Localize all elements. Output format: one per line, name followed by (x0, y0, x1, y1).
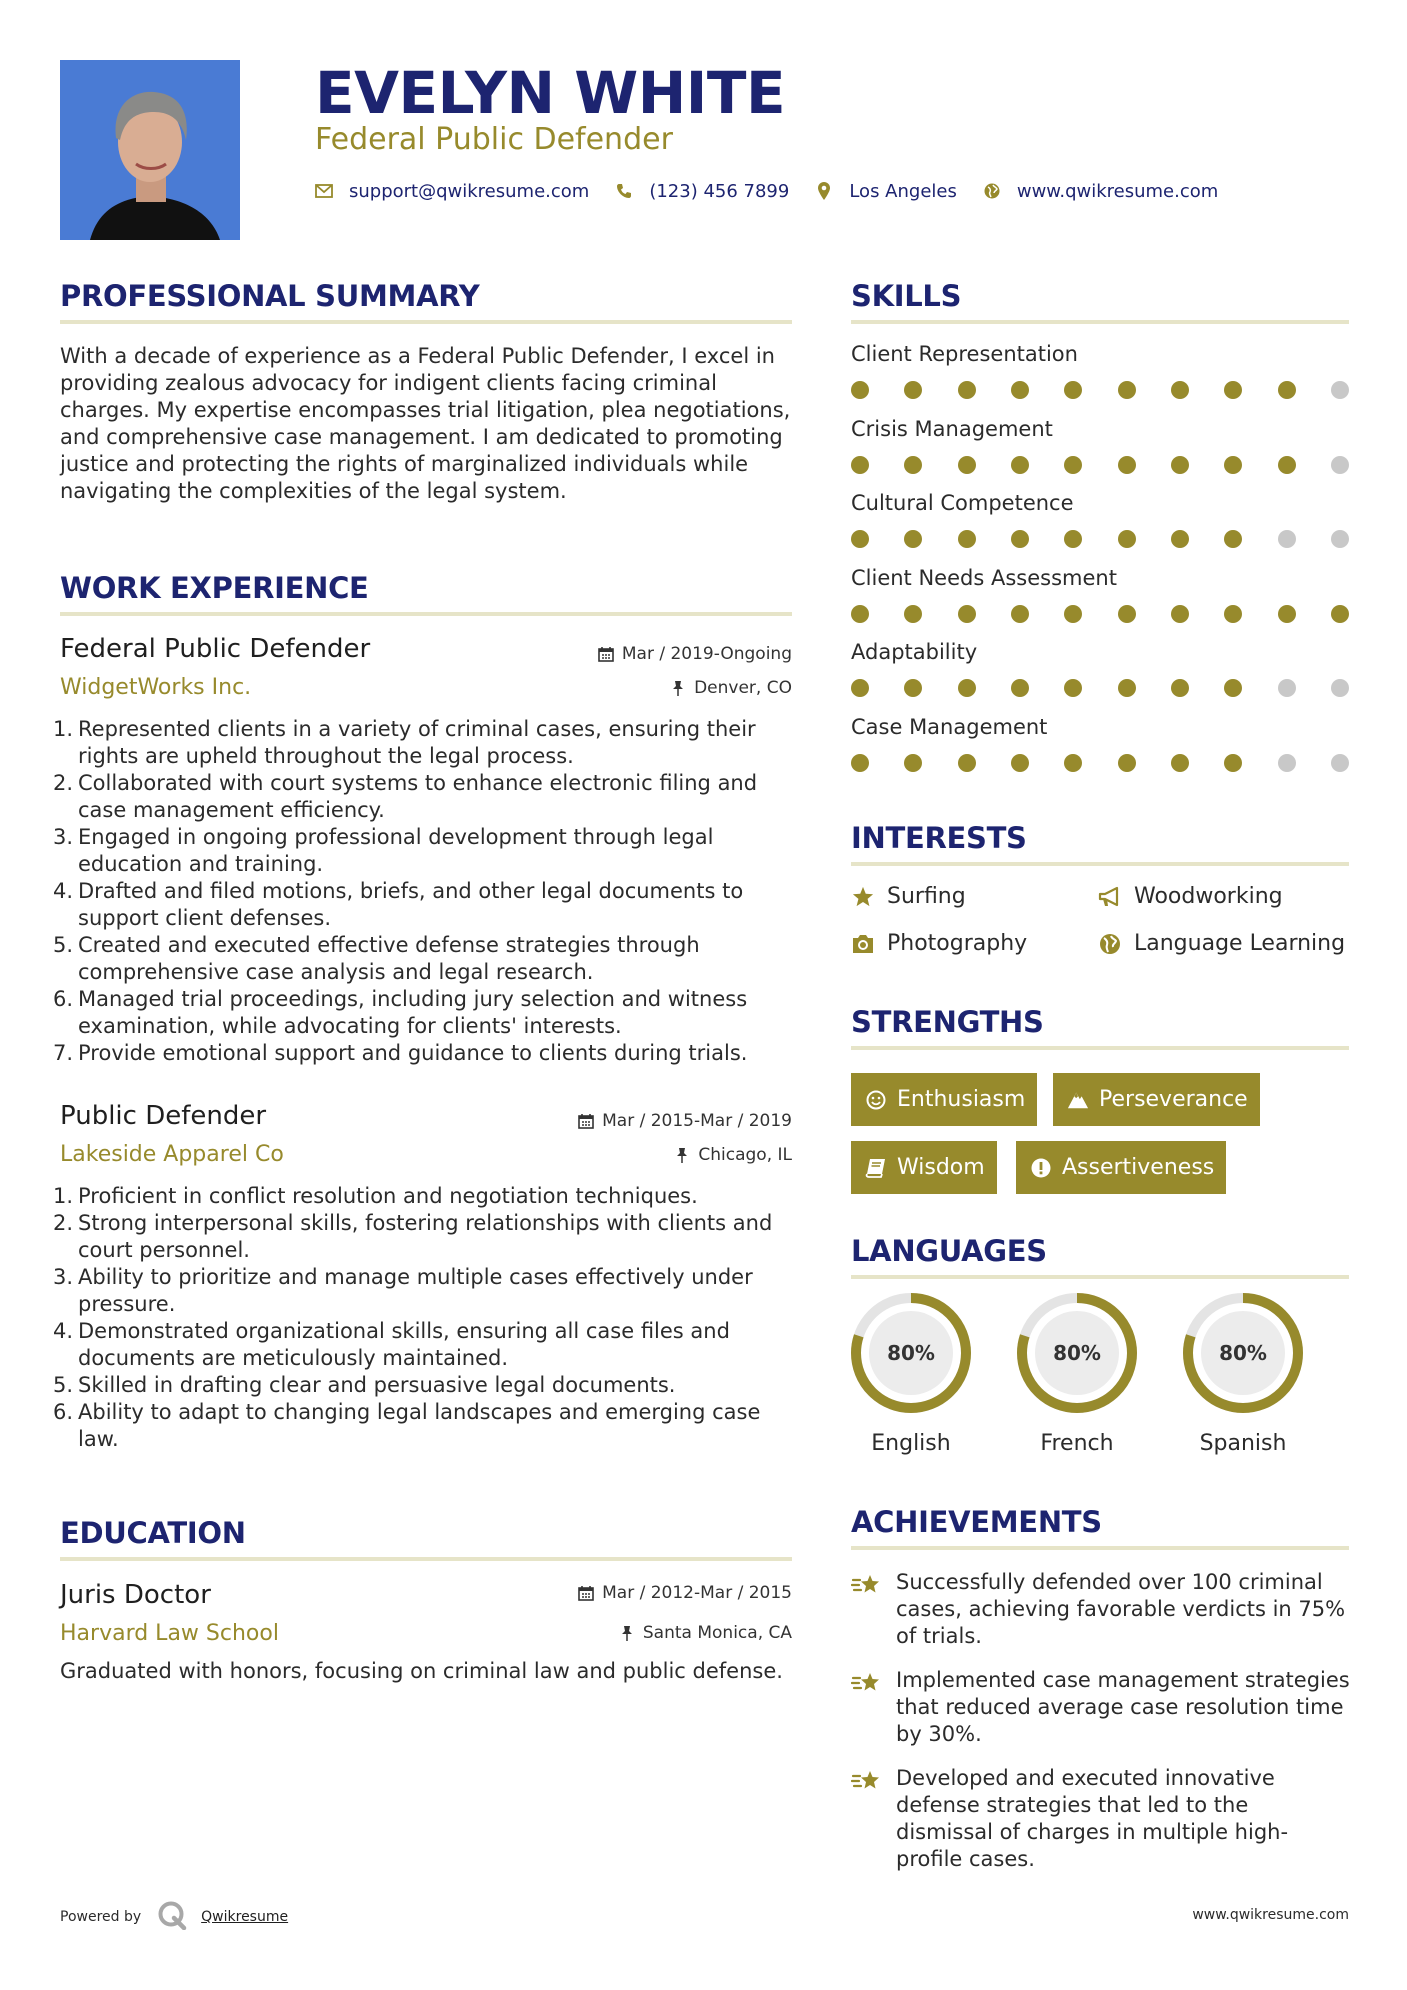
interest-surfing: Surfing (851, 883, 966, 911)
contact-bar (315, 176, 1244, 206)
skill-label: Crisis Management (851, 416, 1053, 441)
rating-dot-filled (958, 754, 976, 772)
contact-website[interactable]: www.qwikresume.com (983, 181, 1218, 202)
rating-dot-filled (851, 456, 869, 474)
rating-dot-filled (904, 456, 922, 474)
rating-dot-filled (851, 754, 869, 772)
rating-dot-filled (904, 679, 922, 697)
list-item: 5. Skilled in drafting clear and persuasive legal documents. (53, 1373, 676, 1397)
language-ring (848, 1290, 974, 1416)
language-label: English (871, 1431, 951, 1456)
experience-heading: WORK EXPERIENCE (60, 571, 369, 605)
shooting-star-icon (851, 1571, 883, 1599)
language-ring (1014, 1290, 1140, 1416)
rating-dot-filled (851, 381, 869, 399)
rating-dot-filled (1278, 381, 1296, 399)
achievement-text: Successfully defended over 100 criminal cases, achieving favorable verdicts in 75% of trials. (896, 1570, 1346, 1648)
skill-rating (851, 754, 1349, 772)
rating-dot-filled (1278, 605, 1296, 623)
job-dates: Mar / 2019-Ongoing (598, 643, 792, 665)
rating-dot-filled (1171, 679, 1189, 697)
rating-dot-filled (1064, 456, 1082, 474)
rating-dot-filled (1118, 754, 1136, 772)
language-label: Spanish (1199, 1431, 1287, 1456)
strengths-heading: STRENGTHS (851, 1005, 1044, 1039)
rating-dot-filled (1011, 754, 1029, 772)
skill-rating (851, 530, 1349, 548)
phone-icon (615, 182, 633, 200)
languages-heading: LANGUAGES (851, 1234, 1047, 1268)
job-duties-list (53, 1183, 800, 1453)
rating-dot-filled (1278, 456, 1296, 474)
candidate-title: Federal Public Defender (315, 122, 673, 157)
contact-location: Los Angeles (815, 181, 957, 202)
skill-label: Case Management (851, 714, 1048, 739)
rating-dot-filled (1171, 530, 1189, 548)
list-item: 6. Managed trial proceedings, including jury selection and witness examination, while advocating for clients' interests. (53, 987, 748, 1038)
rating-dot-filled (1171, 381, 1189, 399)
qwikresume-logo-icon (157, 1900, 187, 1934)
skill-rating (851, 605, 1349, 623)
rating-dot-filled (1011, 679, 1029, 697)
exclamation-circle-icon (1030, 1157, 1052, 1179)
job-location: Chicago, IL (674, 1144, 792, 1166)
envelope-icon (315, 182, 333, 200)
job-company: WidgetWorks Inc. (60, 675, 252, 700)
list-item: 5. Created and executed effective defense strategies through comprehensive case analysis and legal research. (53, 933, 700, 984)
achievements-heading: ACHIEVEMENTS (851, 1505, 1102, 1539)
calendar-icon (578, 1113, 594, 1129)
list-item: 3. Engaged in ongoing professional development through legal education and training. (53, 825, 714, 876)
degree-title: Juris Doctor (60, 1580, 211, 1610)
rating-dot-filled (958, 605, 976, 623)
camera-icon (851, 932, 875, 956)
pushpin-icon (670, 680, 686, 696)
education-location: Santa Monica, CA (619, 1622, 792, 1644)
skills-heading: SKILLS (851, 279, 962, 313)
calendar-icon (578, 1585, 594, 1601)
job-title: Federal Public Defender (60, 634, 371, 664)
strength-badge-wisdom: Wisdom (851, 1141, 997, 1194)
rating-dot-filled (904, 530, 922, 548)
language-percent: 80% (1053, 1341, 1101, 1365)
rating-dot-filled (958, 530, 976, 548)
school-name: Harvard Law School (60, 1621, 279, 1646)
list-item: 1. Represented clients in a variety of criminal cases, ensuring their rights are upheld throughout the legal process. (53, 717, 756, 768)
calendar-icon (598, 646, 614, 662)
smiley-icon (865, 1089, 887, 1111)
job-duties-list (53, 716, 800, 1067)
interest-woodworking: Woodworking (1098, 883, 1283, 911)
rating-dot-filled (1331, 605, 1349, 623)
job-title: Public Defender (60, 1101, 267, 1131)
list-item: 1. Proficient in conflict resolution and negotiation techniques. (53, 1184, 698, 1208)
rating-dot-filled (851, 530, 869, 548)
rating-dot-empty (1278, 754, 1296, 772)
list-item: 2. Strong interpersonal skills, fostering relationships with clients and court personnel. (53, 1211, 773, 1262)
strength-badge-enthusiasm: Enthusiasm (851, 1073, 1037, 1126)
list-item: 6. Ability to adapt to changing legal landscapes and emerging case law. (53, 1400, 761, 1451)
rating-dot-filled (1224, 381, 1242, 399)
rating-dot-filled (1118, 456, 1136, 474)
qwikresume-link[interactable]: Qwikresume (201, 1909, 289, 1925)
footer-url[interactable]: www.qwikresume.com (1192, 1907, 1349, 1923)
rating-dot-empty (1331, 679, 1349, 697)
star-icon (851, 885, 875, 909)
rating-dot-empty (1331, 530, 1349, 548)
rating-dot-filled (1064, 754, 1082, 772)
rating-dot-filled (904, 754, 922, 772)
rating-dot-filled (1224, 530, 1242, 548)
language-percent: 80% (887, 1341, 935, 1365)
pushpin-icon (619, 1625, 635, 1641)
candidate-name: EVELYN WHITE (315, 59, 786, 127)
rating-dot-filled (1171, 754, 1189, 772)
rating-dot-filled (1118, 679, 1136, 697)
contact-phone[interactable]: (123) 456 7899 (615, 181, 789, 202)
interests-heading: INTERESTS (851, 821, 1027, 855)
contact-email[interactable]: support@qwikresume.com (315, 181, 589, 202)
skill-rating (851, 381, 1349, 399)
rating-dot-filled (1118, 381, 1136, 399)
map-marker-icon (815, 182, 833, 200)
language-ring (1180, 1290, 1306, 1416)
achievement-text: Developed and executed innovative defense strategies that led to the dismissal of charges in multiple high-profile cases. (896, 1766, 1289, 1871)
interest-language-learning: Language Learning (1098, 930, 1345, 958)
rating-dot-filled (958, 381, 976, 399)
summary-text: With a decade of experience as a Federal Public Defender, I excel in providing zealous advocacy for indigent clients facing criminal charges. My expertise encompasses trial litigation, plea negotiations, and comprehensive case management. I am dedicated to promoting justice and protecting the rights of marginalized individuals while navigating the complexities of the legal system. (60, 344, 791, 503)
rating-dot-empty (1278, 530, 1296, 548)
pushpin-icon (674, 1147, 690, 1163)
skill-label: Adaptability (851, 640, 978, 664)
rating-dot-filled (1011, 530, 1029, 548)
rating-dot-filled (904, 605, 922, 623)
job-company: Lakeside Apparel Co (60, 1142, 284, 1167)
rating-dot-filled (904, 381, 922, 399)
globe-icon (983, 182, 1001, 200)
rating-dot-empty (1331, 754, 1349, 772)
rating-dot-empty (1331, 381, 1349, 399)
strength-badge-perseverance: Perseverance (1053, 1073, 1260, 1126)
language-percent: 80% (1219, 1341, 1267, 1365)
rating-dot-filled (1224, 456, 1242, 474)
rating-dot-filled (1171, 456, 1189, 474)
skills-divider (851, 320, 1349, 324)
education-description: Graduated with honors, focusing on criminal law and public defense. (60, 1659, 783, 1683)
list-item: 4. Demonstrated organizational skills, ensuring all case files and documents are meticulously maintained. (53, 1319, 730, 1370)
rating-dot-filled (1011, 381, 1029, 399)
interest-photography: Photography (851, 930, 1027, 958)
experience-divider (60, 612, 792, 616)
rating-dot-filled (958, 679, 976, 697)
skill-label: Client Representation (851, 342, 1078, 366)
mountain-icon (1067, 1089, 1089, 1111)
rating-dot-filled (1224, 754, 1242, 772)
rating-dot-filled (1064, 605, 1082, 623)
languages-divider (851, 1275, 1349, 1279)
skill-label: Client Needs Assessment (851, 565, 1117, 590)
rating-dot-filled (851, 605, 869, 623)
list-item: 4. Drafted and filed motions, briefs, and other legal documents to support client defenses. (53, 879, 744, 930)
bullhorn-icon (1098, 885, 1122, 909)
rating-dot-filled (1064, 530, 1082, 548)
achievements-divider (851, 1546, 1349, 1550)
rating-dot-empty (1278, 679, 1296, 697)
list-item: 2. Collaborated with court systems to enhance electronic filing and case management efficiency. (53, 771, 758, 822)
rating-dot-filled (1064, 381, 1082, 399)
summary-divider (60, 320, 792, 324)
shooting-star-icon (851, 1669, 883, 1697)
rating-dot-filled (1064, 679, 1082, 697)
globe-icon (1098, 932, 1122, 956)
education-heading: EDUCATION (60, 1516, 246, 1550)
job-location: Denver, CO (670, 677, 792, 699)
rating-dot-filled (1011, 605, 1029, 623)
rating-dot-empty (1331, 456, 1349, 474)
rating-dot-filled (1171, 605, 1189, 623)
skill-rating (851, 679, 1349, 697)
education-divider (60, 1557, 792, 1561)
rating-dot-filled (1011, 456, 1029, 474)
list-item: 3. Ability to prioritize and manage multiple cases effectively under pressure. (53, 1265, 753, 1316)
rating-dot-filled (1224, 679, 1242, 697)
summary-heading: PROFESSIONAL SUMMARY (60, 279, 480, 313)
rating-dot-filled (1118, 605, 1136, 623)
list-item: 7. Provide emotional support and guidance to clients during trials. (53, 1041, 748, 1065)
rating-dot-filled (958, 456, 976, 474)
skill-label: Cultural Competence (851, 491, 1074, 515)
profile-photo (60, 60, 240, 240)
shooting-star-icon (851, 1767, 883, 1795)
rating-dot-filled (851, 679, 869, 697)
rating-dot-filled (1118, 530, 1136, 548)
skill-rating (851, 456, 1349, 474)
achievement-text: Implemented case management strategies that reduced average case resolution time by 30%. (896, 1668, 1350, 1746)
education-dates: Mar / 2012-Mar / 2015 (578, 1582, 792, 1604)
rating-dot-filled (1224, 605, 1242, 623)
interests-divider (851, 862, 1349, 866)
job-dates: Mar / 2015-Mar / 2019 (578, 1110, 792, 1132)
book-icon (865, 1157, 887, 1179)
footer-powered-by: Powered by Qwikresume (60, 1900, 288, 1934)
strengths-divider (851, 1046, 1349, 1050)
language-label: French (1040, 1431, 1114, 1456)
strength-badge-assertiveness: Assertiveness (1016, 1141, 1226, 1194)
